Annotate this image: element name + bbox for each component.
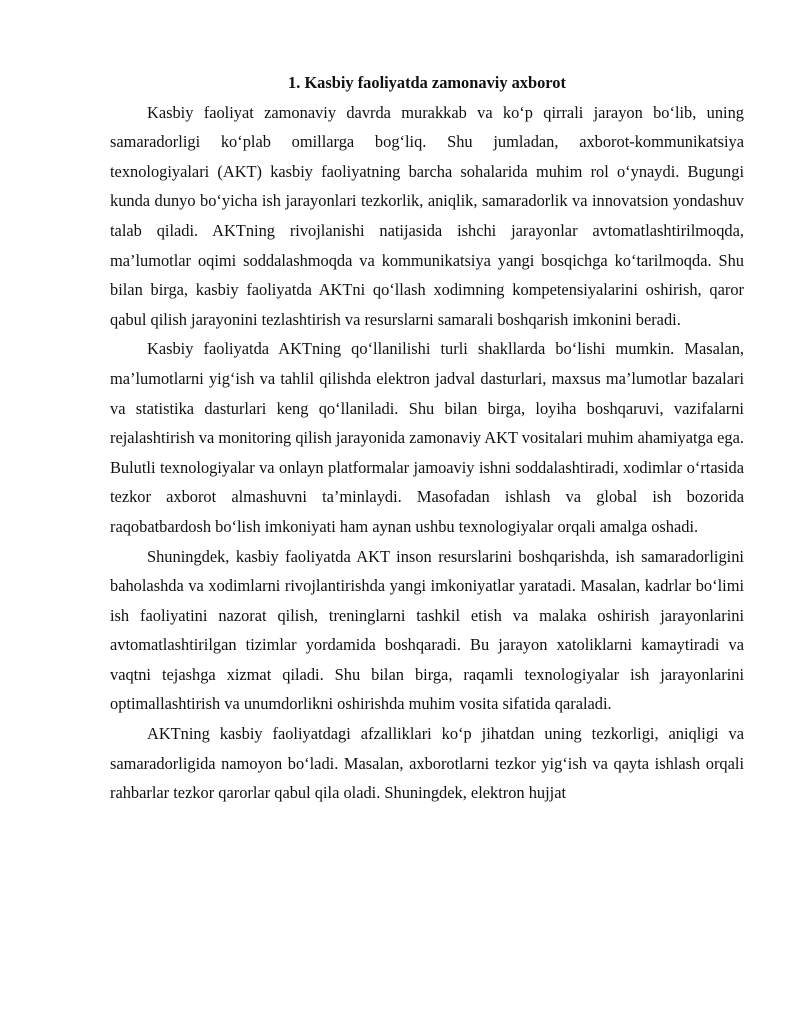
paragraph-3: Shuningdek, kasbiy faoliyatda AKT inson resurslarini boshqarishda, ish samaradorligini baholashda va xodimlarni rivojlantirishda yangi imkoniyatlar yaratadi. Masalan, kadrlar bo‘limi ish faoliyatini nazorat qilish, treninglarni tashkil etish va malaka oshirish jarayonlarini avtomatlashtirilgan tizimlar yordamida boshqaradi. Bu jarayon xatoliklarni kamaytiradi va vaqtni tejashga xizmat qiladi. Shu bilan birga, raqamli texnologiyalar ish jarayonlarini optimallashtirish va unumdorlikni oshirishda muhim vosita sifatida qaraladi.: [110, 546, 744, 714]
paragraph-1: Kasbiy faoliyat zamonaviy davrda murakkab va ko‘p qirrali jarayon bo‘lib, uning samaradorligi ko‘plab omillarga bog‘liq. Shu jumladan, axborot-kommunikatsiya texnologiyalari (AKT) kasbiy faoliyatning barcha sohalarida muhim rol o‘ynaydi. Bugungi kunda dunyo bo‘yicha ish jarayonlari tezkorlik, aniqlik, samaradorlik va innovatsion yondashuv talab qiladi. AKTning rivojlanishi natijasida ishchi jarayonlar avtomatlashtirilmoqda, ma’lumotlar oqimi soddalashmoqda va kommunikatsiya yangi bosqichga ko‘tarilmoqda. Shu bilan birga, kasbiy faoliyatda AKTni qo‘llash xodimning kompetensiyalarini oshirish, qaror qabul qilish jarayonini tezlashtirish va resurslarni samarali boshqarish imkonini beradi.: [110, 102, 744, 329]
paragraph-2: Kasbiy faoliyatda AKTning qo‘llanilishi turli shakllarda bo‘lishi mumkin. Masalan, ma’lumotlarni yig‘ish va tahlil qilishda elektron jadval dasturlari, maxsus ma’lumotlar bazalari va statistika dasturlari keng qo‘llaniladi. Shu bilan birga, loyiha boshqaruvi, vazifalarni rejalashtirish va monitoring qilish jarayonida zamonaviy AKT vositalari muhim ahamiyatga ega. Bulutli texnologiyalar va onlayn platformalar jamoaviy ishni soddalashtiradi, xodimlar o‘rtasida tezkor axborot almashuvni ta’minlaydi. Masofadan ishlash va global ish bozorida raqobatbardosh bo‘lish imkoniyati ham aynan ushbu texnologiyalar orqali amalga oshadi.: [110, 339, 744, 536]
section-title: 1. Kasbiy faoliyatda zamonaviy axborot: [288, 73, 566, 92]
paragraph-4: AKTning kasbiy faoliyatdagi afzalliklari ko‘p jihatdan uning tezkorligi, aniqligi va samaradorligida namoyon bo‘ladi. Masalan, axborotlarni tezkor yig‘ish va qayta ishlash orqali rahbarlar tezkor qarorlar qabul qila oladi. Shuningdek, elektron hujjat: [110, 724, 744, 803]
document-page: [110, 68, 744, 808]
